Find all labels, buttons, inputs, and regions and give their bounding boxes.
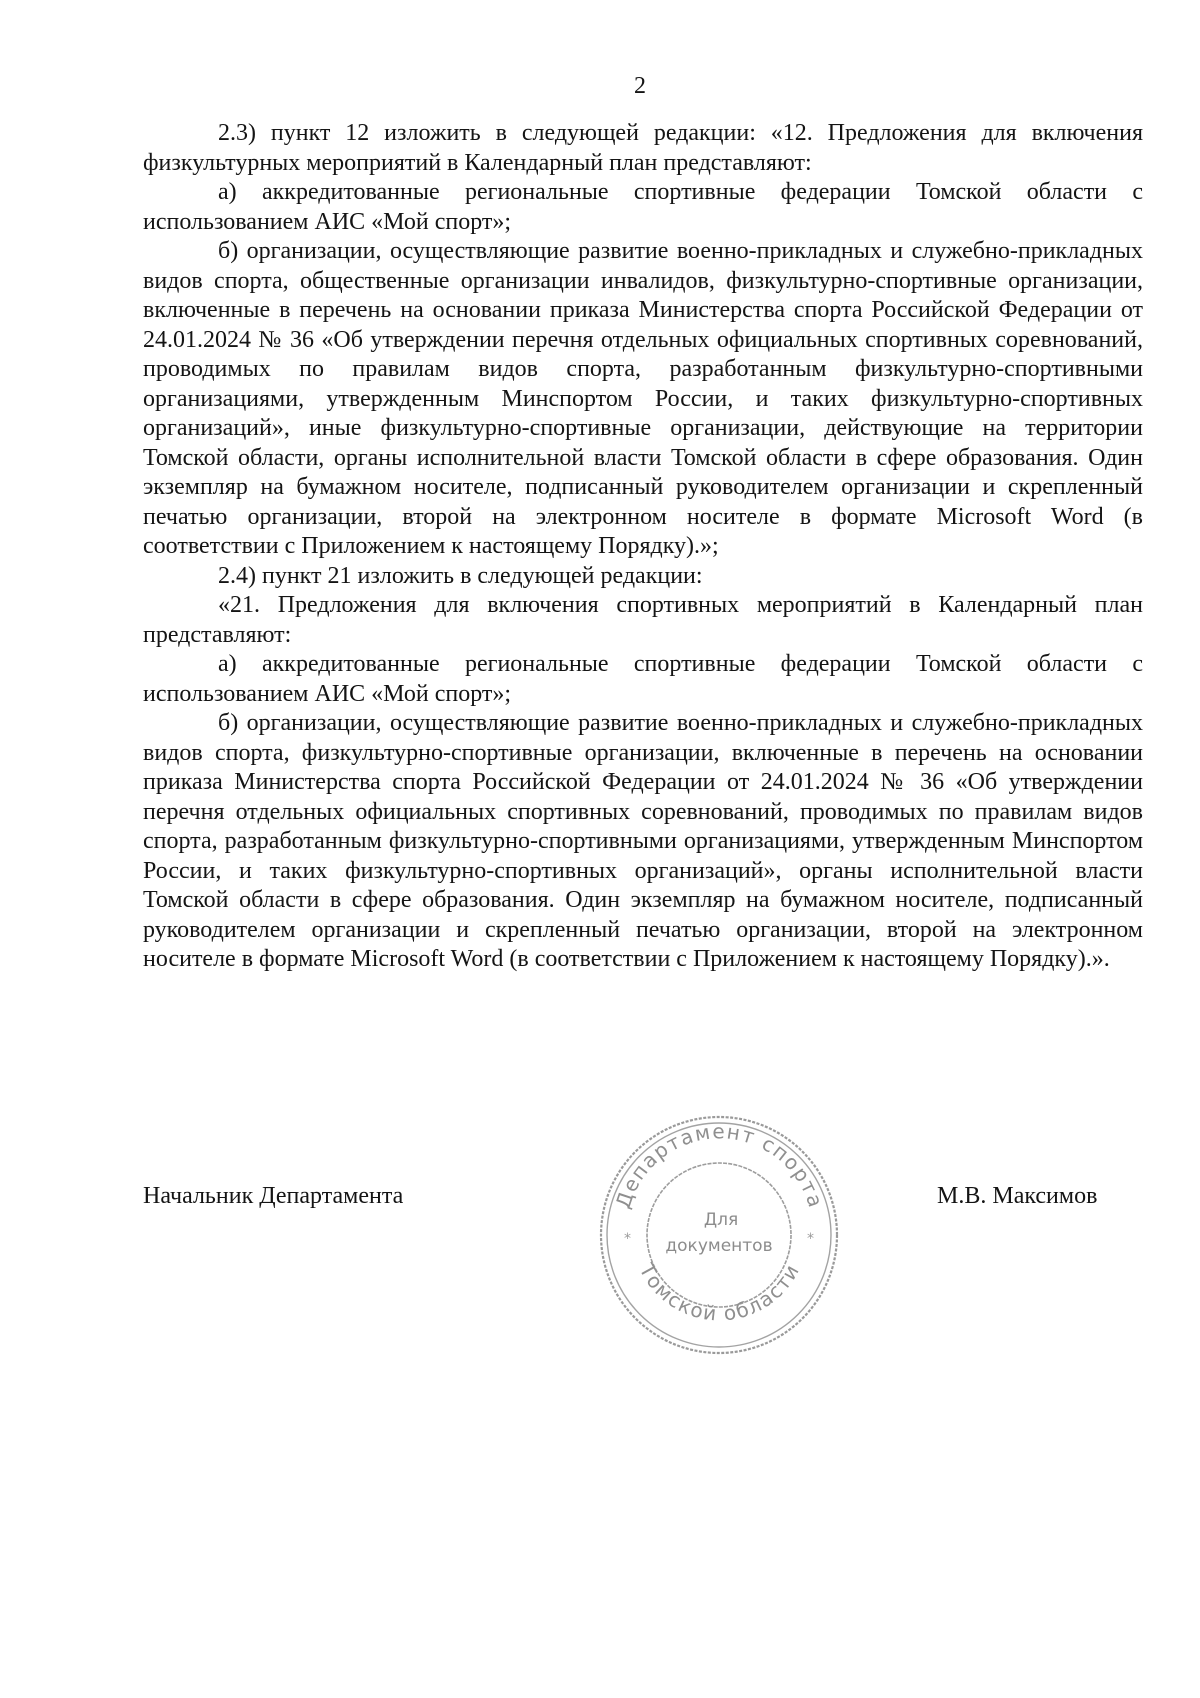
signatory-title: Начальник Департамента [143, 1183, 404, 1209]
official-stamp [597, 1113, 842, 1358]
svg-text:Томской области [634, 1259, 804, 1326]
page-number: 2 [634, 73, 646, 99]
svg-text:Департамент спорта [611, 1119, 829, 1211]
paragraph-21-b: б) организации, осуществляющие развитие военно-прикладных и служебно-прикладных видов спорта, физкультурно-спортивные организации, включенные в перечень на основании приказа Министерства спорта Российской Федерации от 24.01.2024 № 36 «Об утверждении перечня отдельных официальных спортивных соревнований, проводимых по правилам видов спорта, разработанным физкультурно-спортивными организациями, утвержденным Минспортом России, и таких физкультурно-спортивных организаций», органы исполнительной власти Томской области в сфере образования. Один экземпляр на бумажном носителе, подписанный руководителем организации и скрепленный печатью организации, второй на электронном носителе в формате Microsoft Word (в соответствии с Приложением к настоящему Порядку).». [143, 710, 1143, 972]
paragraph-2-3-b: б) организации, осуществляющие развитие военно-прикладных и служебно-прикладных видов спорта, общественные организации инвалидов, физкультурно-спортивные организации, включенные в перечень на основании приказа Министерства спорта Российской Федерации от 24.01.2024 № 36 «Об утверждении перечня отдельных официальных спортивных соревнований, проводимых по правилам видов спорта, разработанным физкультурно-спортивными организациями, утвержденным Минспортом России, и таких физкультурно-спортивных организаций», иные физкультурно-спортивные организации, действующие на территории Томской области, органы исполнительной власти Томской области в сфере образования. Один экземпляр на бумажном носителе, подписанный руководителем организации и скрепленный печатью организации, второй на электронном носителе в формате Microsoft Word (в соответствии с Приложением к настоящему Порядку).»; [143, 238, 1143, 559]
stamp-ring-top: Департамент спорта [610, 1119, 829, 1212]
paragraph-21-intro: «21. Предложения для включения спортивных мероприятий в Календарный план представляют: [143, 592, 1143, 648]
svg-text:*: * [807, 1231, 814, 1247]
paragraph-2-4: 2.4) пункт 21 изложить в следующей редакции: [218, 562, 703, 589]
paragraph-21-a: а) аккредитованные региональные спортивные федерации Томской области с использованием АИС «Мой спорт»; [143, 651, 1143, 707]
paragraph-2-3-a: а) аккредитованные региональные спортивные федерации Томской области с использованием АИС «Мой спорт»; [143, 179, 1143, 235]
paragraph-2-3: 2.3) пункт 12 изложить в следующей редакции: «12. Предложения для включения физкультурных мероприятий в Календарный план представляют: [143, 120, 1143, 176]
stamp-center-line2: документов [665, 1236, 773, 1256]
stamp-ring-bottom: Томской области [634, 1259, 805, 1326]
document-body [143, 119, 1143, 975]
signatory-name: М.В. Максимов [937, 1183, 1098, 1209]
stamp-center-line1: Для [703, 1210, 739, 1230]
svg-text:*: * [624, 1231, 631, 1247]
stamp-seal-icon [597, 1113, 842, 1358]
